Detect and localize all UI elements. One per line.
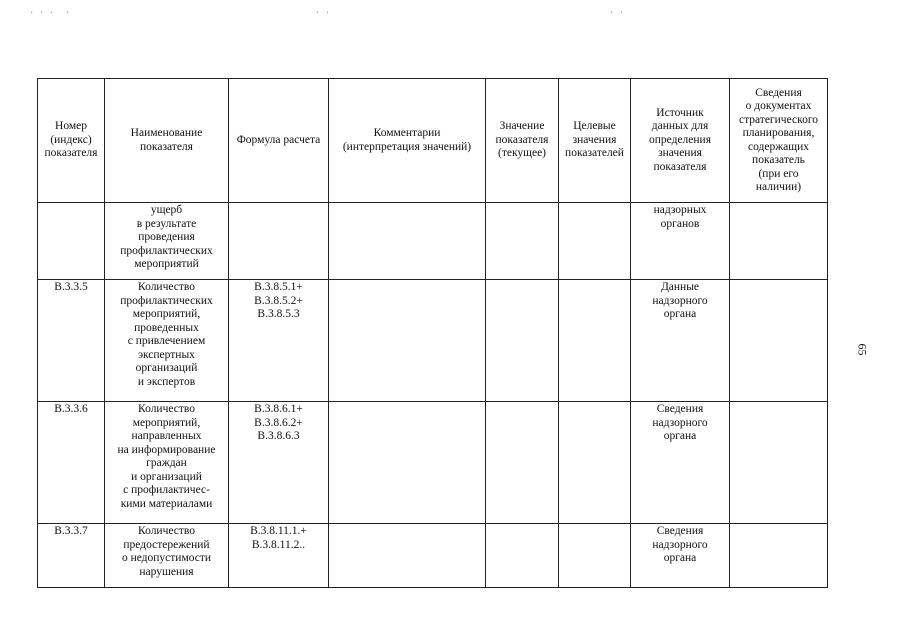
table-row — [38, 203, 828, 280]
table-body — [38, 203, 828, 588]
cell-index: В.3.3.5 — [38, 280, 105, 402]
table-header — [38, 79, 828, 203]
column-header-comment: Комментарии (интерпретация значений) — [329, 79, 486, 203]
column-header-formula: Формула расчета — [229, 79, 329, 203]
column-header-target: Целевые значения показателей — [559, 79, 631, 203]
cell-formula: В.3.8.6.1+ В.3.8.6.2+ В.3.8.6.3 — [229, 402, 329, 524]
page-number: 65 — [855, 343, 870, 356]
cell-name: Количество мероприятий, направленных на информирование граждан и организаций с профилактичес- кими материалами — [105, 402, 229, 524]
cell-comment — [329, 402, 486, 524]
column-header-docs: Сведения о документах стратегического планирования, содержащих показатель (при его наличии) — [730, 79, 828, 203]
cell-name: Количество предостережений о недопустимости нарушения — [105, 524, 229, 588]
cell-name: Количество профилактических мероприятий, проведенных с привлечением экспертных организаций и экспертов — [105, 280, 229, 402]
cell-target — [559, 280, 631, 402]
cell-docs — [730, 524, 828, 588]
cell-target — [559, 203, 631, 280]
table-row — [38, 402, 828, 524]
column-header-name: Наименование показателя — [105, 79, 229, 203]
cell-formula: В.3.8.11.1.+ В.3.8.11.2.. — [229, 524, 329, 588]
cell-value — [486, 203, 559, 280]
cell-formula: В.3.8.5.1+ В.3.8.5.2+ В.3.8.5.3 — [229, 280, 329, 402]
cell-source: надзорных органов — [631, 203, 730, 280]
cell-value — [486, 524, 559, 588]
indicators-table — [37, 78, 828, 588]
cell-source: Данные надзорного органа — [631, 280, 730, 402]
scan-artifacts: · · · · · · · · — [30, 8, 626, 19]
table-row — [38, 524, 828, 588]
cell-comment — [329, 203, 486, 280]
table-row — [38, 280, 828, 402]
cell-index: В.3.3.7 — [38, 524, 105, 588]
cell-value — [486, 402, 559, 524]
cell-source: Сведения надзорного органа — [631, 524, 730, 588]
header-row — [38, 79, 828, 203]
cell-target — [559, 402, 631, 524]
cell-index — [38, 203, 105, 280]
cell-docs — [730, 203, 828, 280]
column-header-value: Значение показателя (текущее) — [486, 79, 559, 203]
cell-target — [559, 524, 631, 588]
cell-docs — [730, 402, 828, 524]
cell-index: В.3.3.6 — [38, 402, 105, 524]
column-header-source: Источник данных для определения значения показателя — [631, 79, 730, 203]
cell-comment — [329, 280, 486, 402]
cell-comment — [329, 524, 486, 588]
cell-value — [486, 280, 559, 402]
cell-source: Сведения надзорного органа — [631, 402, 730, 524]
cell-formula — [229, 203, 329, 280]
cell-docs — [730, 280, 828, 402]
column-header-index: Номер (индекс) показателя — [38, 79, 105, 203]
cell-name: ущерб в результате проведения профилактических мероприятий — [105, 203, 229, 280]
